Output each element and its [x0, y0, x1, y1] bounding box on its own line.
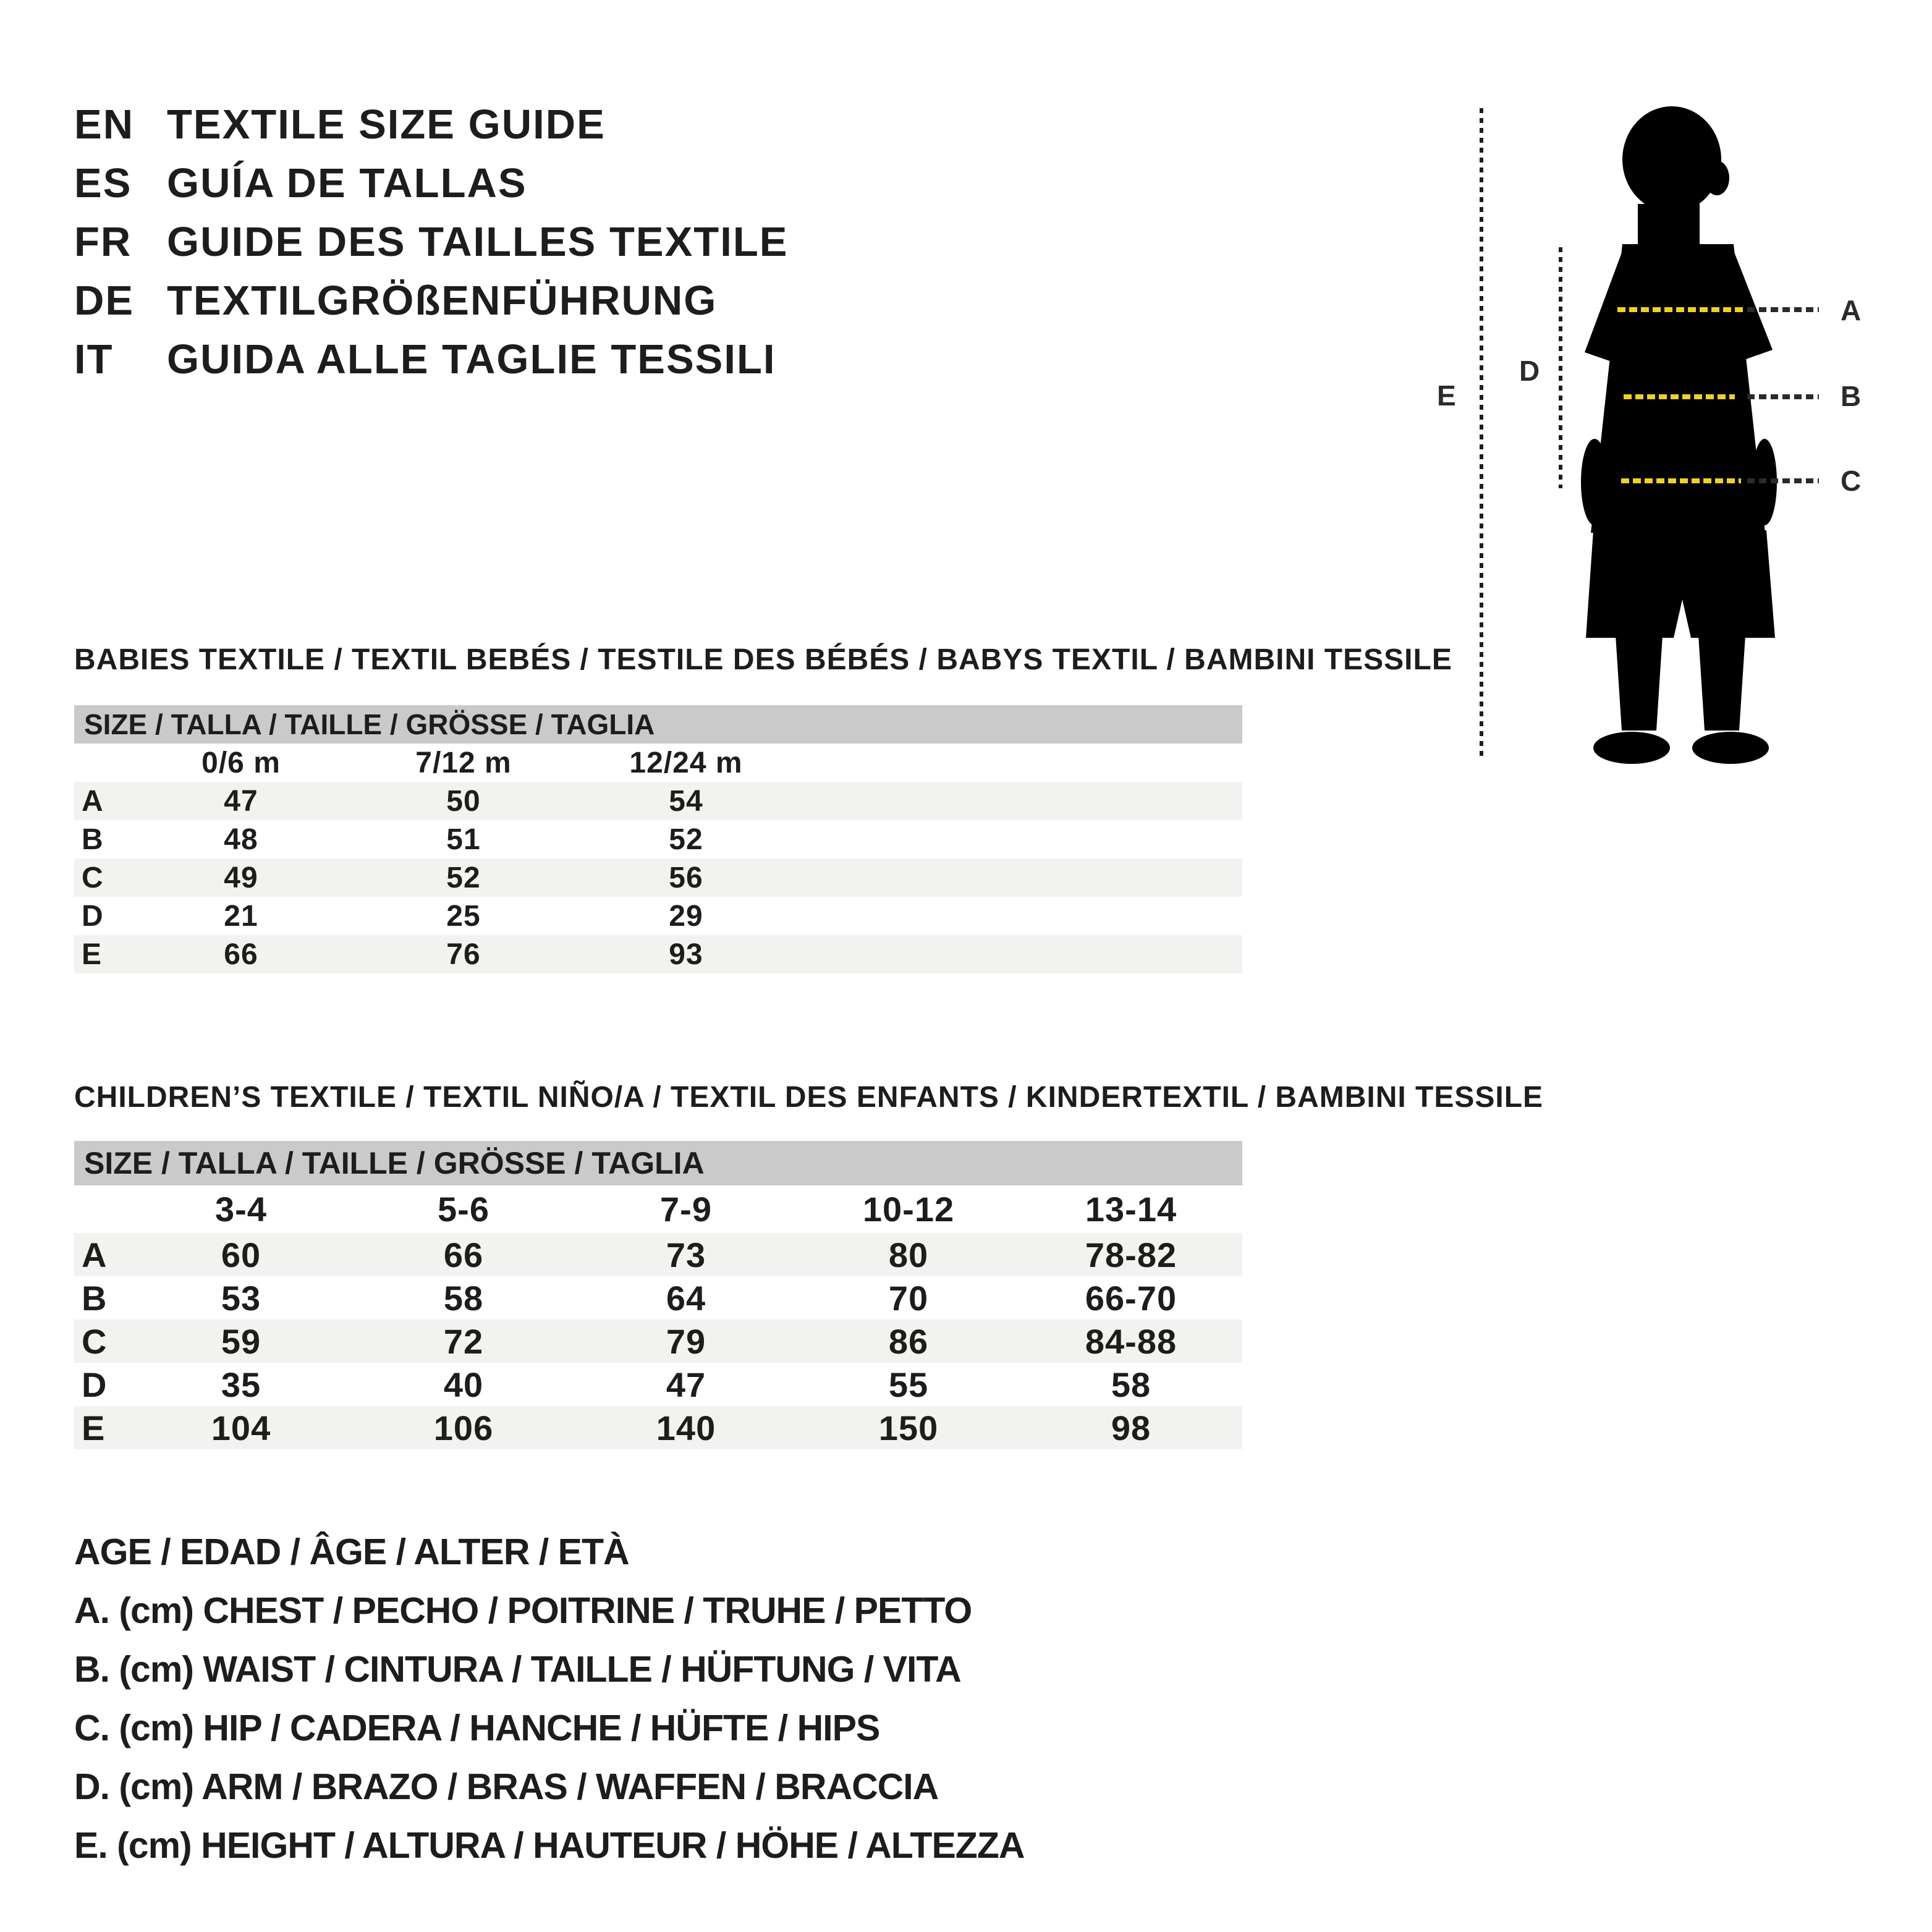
cell: 106 [433, 1408, 494, 1447]
cell: 104 [211, 1408, 271, 1447]
cell: 72 [443, 1321, 484, 1361]
table-row [74, 1233, 1242, 1276]
chest-measure-dashes [1617, 307, 1743, 312]
row-label: C [82, 861, 103, 894]
cell: 56 [669, 861, 703, 894]
cell: 66-70 [1085, 1278, 1177, 1318]
legend-line-age: AGE / EDAD / ÂGE / ALTER / ETÀ [74, 1532, 629, 1572]
column-header: 3-4 [215, 1190, 267, 1229]
lang-title-en: TEXTILE SIZE GUIDE [167, 101, 606, 148]
height-label: E [1437, 379, 1456, 412]
column-header: 13-14 [1085, 1190, 1177, 1229]
babies-column-headers [74, 744, 1242, 782]
lang-title-de: TEXTILGRÖßENFÜHRUNG [167, 278, 718, 324]
row-label: A [82, 784, 103, 818]
cell: 64 [666, 1278, 706, 1318]
cell: 150 [878, 1408, 939, 1447]
children-size-table [74, 1141, 1242, 1449]
row-label: D [82, 899, 103, 933]
cell: 51 [446, 823, 481, 856]
cell: 58 [1111, 1365, 1151, 1404]
children-column-headers [74, 1185, 1242, 1233]
chest-leader-dashes [1747, 307, 1819, 312]
hip-leader-dashes [1747, 478, 1819, 483]
table-row [74, 858, 1242, 897]
cell: 59 [221, 1321, 261, 1361]
cell: 40 [443, 1365, 484, 1404]
legend-line-hip: C. (cm) HIP / CADERA / HANCHE / HÜFTE / HIPS [74, 1708, 880, 1748]
cell: 47 [666, 1365, 706, 1404]
lang-title-fr: GUIDE DES TAILLES TEXTILE [167, 219, 789, 265]
column-header: 10-12 [862, 1190, 955, 1229]
children-section-title: CHILDREN’S TEXTILE / TEXTIL NIÑO/A / TEXTIL DES ENFANTS / KINDERTEXTIL / BAMBINI TESSILE [74, 1081, 1544, 1114]
measurement-figure [1409, 93, 1932, 810]
table-row [74, 935, 1242, 973]
cell: 50 [446, 784, 481, 818]
table-row [74, 1276, 1242, 1320]
hip-label: C [1841, 465, 1862, 497]
row-label: D [82, 1365, 107, 1404]
table-row [74, 1406, 1242, 1449]
cell: 25 [446, 899, 481, 933]
lang-row-it [74, 337, 788, 396]
table-row [74, 1320, 1242, 1363]
chest-label: A [1841, 294, 1862, 326]
babies-section-title: BABIES TEXTILE / TEXTIL BEBÉS / TESTILE DES BÉBÉS / BABYS TEXTIL / BAMBINI TESSILE [74, 643, 1452, 676]
cell: 48 [224, 823, 258, 856]
row-label: E [82, 1408, 105, 1447]
cell: 49 [224, 861, 258, 894]
cell: 86 [888, 1321, 929, 1361]
cell: 47 [224, 784, 258, 818]
babies-size-table [74, 705, 1242, 973]
waist-leader-dashes [1747, 394, 1819, 399]
cell: 21 [224, 899, 258, 933]
cell: 79 [666, 1321, 706, 1361]
cell: 52 [446, 861, 481, 894]
measurement-legend [74, 1523, 1025, 1875]
cell: 93 [669, 938, 703, 971]
cell: 55 [888, 1365, 929, 1404]
cell: 58 [443, 1278, 484, 1318]
lang-code-es: ES [74, 160, 132, 206]
cell: 80 [888, 1235, 929, 1274]
lang-row-es [74, 161, 788, 220]
cell: 140 [656, 1408, 716, 1447]
cell: 73 [666, 1235, 706, 1274]
cell: 78-82 [1085, 1235, 1177, 1274]
cell: 29 [669, 899, 703, 933]
cell: 54 [669, 784, 703, 818]
cell: 52 [669, 823, 703, 856]
cell: 60 [221, 1235, 261, 1274]
legend-line-chest: A. (cm) CHEST / PECHO / POITRINE / TRUHE / PETTO [74, 1590, 972, 1631]
cell: 66 [224, 938, 258, 971]
cell: 70 [888, 1278, 929, 1318]
waist-measure-dashes [1624, 394, 1735, 399]
language-title-list [74, 103, 788, 396]
row-label: C [82, 1321, 107, 1361]
table-row [74, 820, 1242, 858]
lang-row-fr [74, 220, 788, 279]
height-measure-line [1480, 108, 1483, 760]
column-header: 5-6 [438, 1190, 489, 1229]
table-row [74, 1363, 1242, 1406]
waist-label: B [1841, 380, 1862, 412]
legend-line-height: E. (cm) HEIGHT / ALTURA / HAUTEUR / HÖHE / ALTEZZA [74, 1825, 1025, 1866]
lang-code-de: DE [74, 278, 135, 324]
cell: 35 [221, 1365, 261, 1404]
children-table-header-bar: SIZE / TALLA / TAILLE / GRÖSSE / TAGLIA [74, 1141, 1242, 1185]
column-header: 12/24 m [629, 746, 743, 779]
lang-row-en [74, 103, 788, 161]
row-label: B [82, 823, 103, 856]
cell: 76 [446, 938, 481, 971]
cell: 84-88 [1085, 1321, 1177, 1361]
lang-title-it: GUIDA ALLE TAGLIE TESSILI [167, 336, 776, 383]
arm-label: D [1519, 355, 1540, 387]
table-row [74, 897, 1242, 935]
lang-code-it: IT [74, 336, 114, 383]
lang-code-en: EN [74, 101, 135, 148]
cell: 98 [1111, 1408, 1151, 1447]
cell: 66 [443, 1235, 484, 1274]
lang-code-fr: FR [74, 219, 132, 265]
arm-measure-line [1559, 247, 1562, 488]
column-header: 7/12 m [415, 746, 512, 779]
row-label: B [82, 1278, 107, 1318]
row-label: E [82, 938, 102, 971]
lang-row-de [74, 279, 788, 337]
babies-table-header-bar: SIZE / TALLA / TAILLE / GRÖSSE / TAGLIA [74, 705, 1242, 744]
hip-measure-dashes [1621, 478, 1741, 483]
legend-line-waist: B. (cm) WAIST / CINTURA / TAILLE / HÜFTUNG / VITA [74, 1649, 961, 1690]
child-silhouette-icon [1576, 105, 1786, 779]
lang-title-es: GUÍA DE TALLAS [167, 160, 527, 206]
legend-line-arm: D. (cm) ARM / BRAZO / BRAS / WAFFEN / BRACCIA [74, 1766, 939, 1807]
column-header: 0/6 m [201, 746, 281, 779]
cell: 53 [221, 1278, 261, 1318]
row-label: A [82, 1235, 107, 1274]
column-header: 7-9 [660, 1190, 712, 1229]
table-row [74, 782, 1242, 820]
